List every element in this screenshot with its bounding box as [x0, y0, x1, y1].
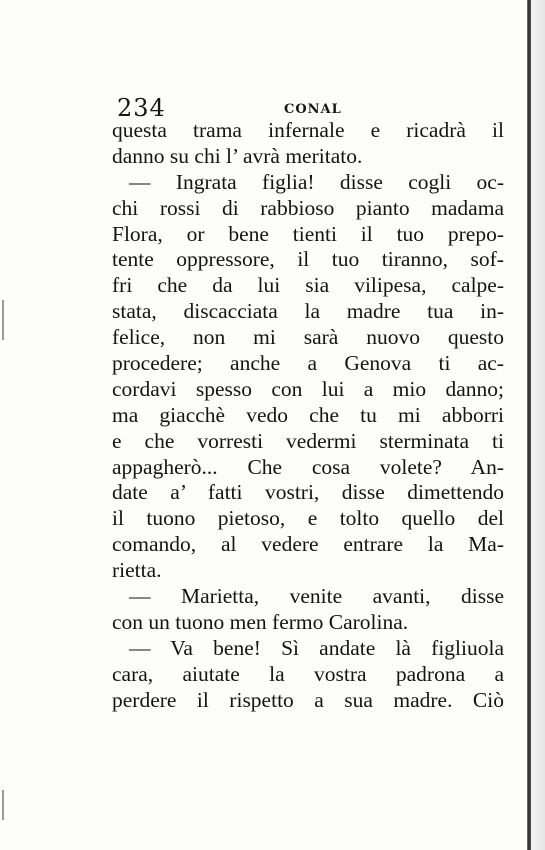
text-line: perdere il rispetto a sua madre. Ciò [112, 687, 504, 712]
text-line: cordavi spesso con lui a mio danno; [112, 376, 504, 401]
text-line: — Marietta, venite avanti, disse [129, 584, 504, 609]
binding-edge-line [527, 0, 531, 850]
scan-edge-mark [2, 300, 4, 340]
text-line: questa trama infernale e ricadrà il [112, 118, 504, 142]
page-edge-shadow [531, 0, 545, 850]
text-line: — Va bene! Sì andate là figliuola [129, 635, 504, 660]
text-line: tente oppressore, il tuo tiranno, sof- [112, 247, 504, 272]
running-title: CONAL [284, 102, 342, 117]
text-line: ma giacchè vedo che tu mi abborri [112, 402, 504, 427]
text-line: fri che da lui sia vilipesa, calpe- [112, 273, 504, 298]
text-line: appagherò... Che cosa volete? An- [112, 454, 504, 479]
text-line: felice, non mi sarà nuovo questo [112, 325, 504, 350]
body-text [112, 118, 504, 713]
text-line: procedere; anche a Genova ti ac- [112, 351, 504, 376]
text-line: danno su chi l’ avrà meritato. [112, 143, 363, 168]
text-line: rietta. [112, 558, 162, 583]
text-line: chi rossi di rabbioso pianto madama [112, 195, 504, 220]
text-line: date a’ fatti vostri, disse dimettendo [112, 480, 504, 505]
text-line: — Ingrata figlia! disse cogli oc- [129, 169, 504, 194]
page-number: 234 [117, 94, 166, 122]
text-line: e che vorresti vedermi sterminata ti [112, 428, 504, 453]
scan-edge-mark [2, 790, 4, 820]
text-line: il tuono pietoso, e tolto quello del [112, 506, 504, 531]
text-line: con un tuono men fermo Carolina. [112, 609, 409, 634]
text-line: cara, aiutate la vostra padrona a [112, 661, 504, 686]
text-line: stata, discacciata la madre tua in- [112, 299, 504, 324]
text-line: comando, al vedere entrare la Ma- [112, 532, 504, 557]
text-line: Flora, or bene tienti il tuo prepo- [112, 221, 504, 246]
